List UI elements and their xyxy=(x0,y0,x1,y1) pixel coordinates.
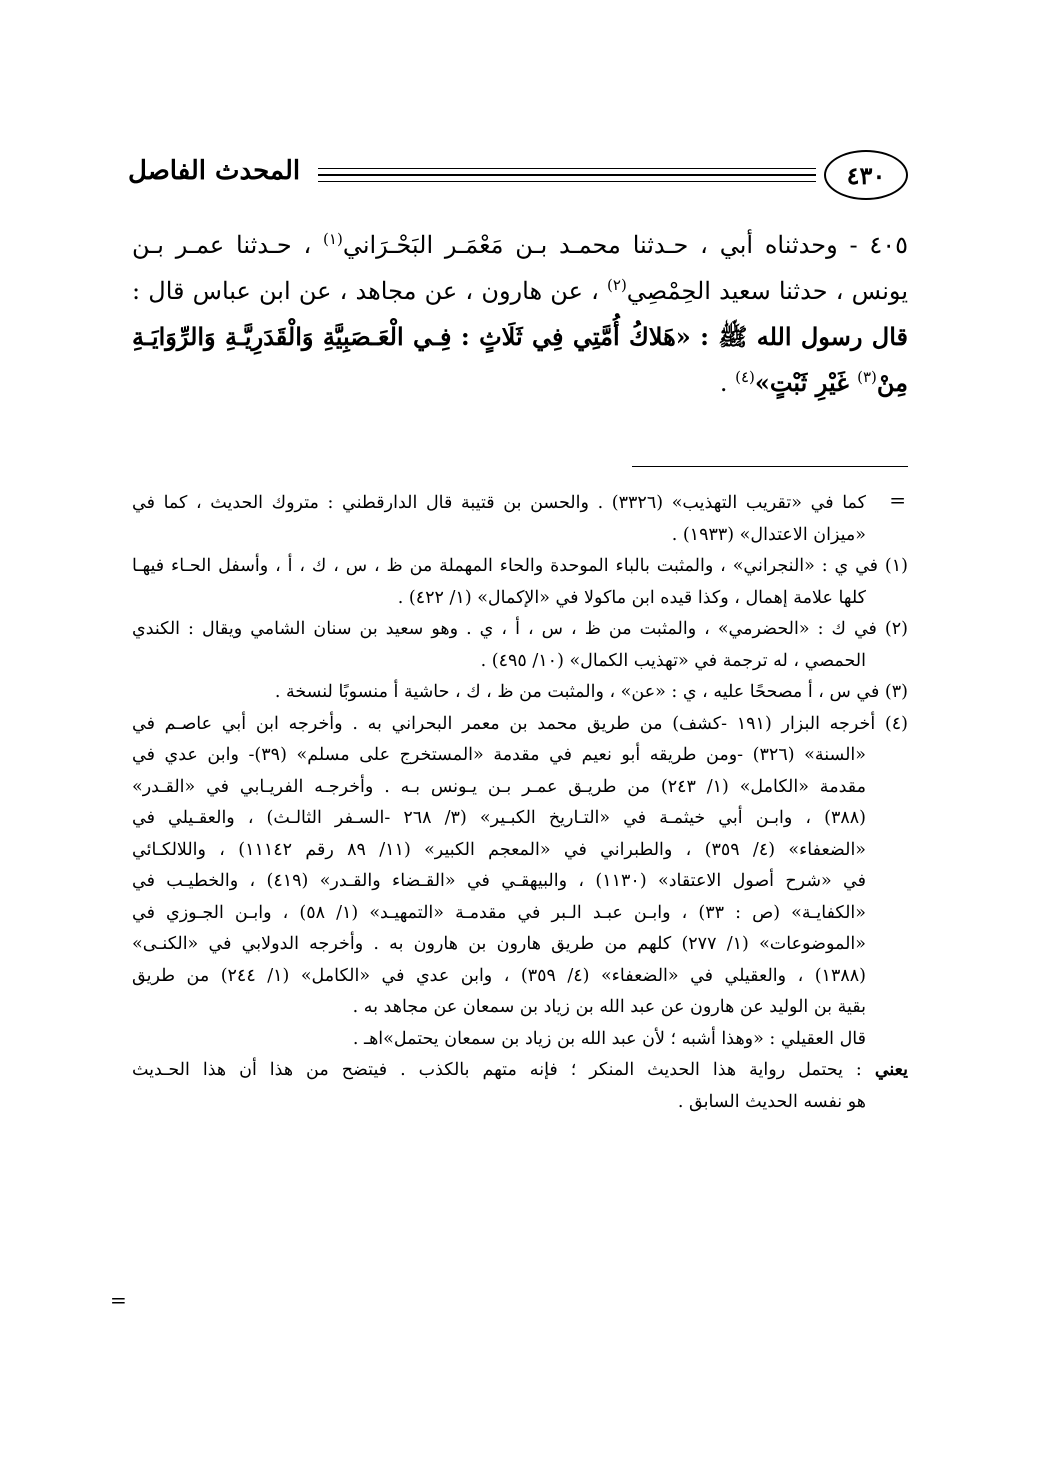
footnote-line: (١٣٨٨) ، والعقيلي في «الضعفاء» (٤/ ٣٥٩) ، وابن عدي في «الكامل» (١/ ٢٤٤) من طريق xyxy=(132,965,866,986)
footnote-line: هو نفسه الحديث السابق . xyxy=(677,1091,866,1112)
footnote-line: «الموضوعات» (١/ ٢٧٧) كلهم من طريق هارون بن هارون به . وأخرجه الدولابي في «الكنـى» xyxy=(132,934,867,954)
footnote-line: (٣٨٨) ، وابـن أبي خيثمـة في «التـاريخ الكبـير» (٣/ ٢٦٨ -السـفر الثالـث) ، والعقـيلي في xyxy=(132,808,866,828)
footnote-line: «السنة» (٣٢٦) -ومن طريقه أبو نعيم في مقدمة «المستخرج على مسلم» (٣٩)- وابن عدي في xyxy=(132,745,867,765)
page-number: ٤٣٠ xyxy=(824,150,908,200)
footnote-4: (٤) أخرجه البزار (١٩١ -كشف) من طريق محمد بن معمر البحراني به . وأخرجه ابن أبي عاصـم في xyxy=(132,713,908,734)
main-line-3: قال رسول الله ﷺ : «هَلاكُ أُمَّتِي فِي ثَلَاثٍ : فِـي الْعَـصَبِيَّةِ وَالْقَدَرِيَّـةِ وَالرِّوَايَـةِ xyxy=(132,322,908,351)
footnote-separator xyxy=(632,466,908,467)
footnote-line: كلها علامة إهمال ، وكذا قيده ابن ماكولا في «الإكمال» (١/ ٤٢٢) . xyxy=(397,587,866,608)
footnote-line: مقدمة «الكامل» (١/ ٢٤٣) من طريـق عمـر بـن يـونس بـه . وأخرجـه الفريـابي في «القـدر» xyxy=(132,776,866,797)
book-title: المحدث الفاصل xyxy=(128,156,301,186)
header-rules xyxy=(318,168,816,187)
main-line-4: مِنْ$^{(٣)}$ غَيْرِ ثَبْتٍ»$^{(٤)}$ . xyxy=(719,368,908,397)
footnote-line: كما في «تقريب التهذيب» (٣٣٢٦) . والحسن بن قتيبة قال الدارقطني : متروك الحديث ، كما في xyxy=(132,493,866,513)
page-header xyxy=(128,150,908,202)
main-text xyxy=(132,222,908,406)
footnote-line: يعني : يحتمل رواية هذا الحديث المنكر ؛ فإنه متهم بالكذب . فيتضح من هذا أن هذا الحـديث xyxy=(132,1060,908,1080)
main-line-2: يونس ، حدثنا سعيد الحِمْصِي$^{(٢)}$ ، عن هارون ، عن مجاهد ، عن ابن عباس قال : xyxy=(132,276,908,305)
footnote-2: (٢) في ك : «الحضرمي» ، والمثبت من ظ ، س ، أ ، ي . وهو سعيد بن سنان الشامي ويقال : الكندي xyxy=(132,619,908,639)
footnote-line: في «شرح أصول الاعتقاد» (١١٣٠) ، والبيهقـي في «القـضاء والقـدر» (٤١٩) ، والخطيـب في xyxy=(132,871,866,891)
footnote-line: «ميزان الاعتدال» (١٩٣٣) . xyxy=(671,524,866,545)
footnote-line: بقية بن الوليد عن هارون عن عبد الله بن زياد بن سمعان عن مجاهد به . xyxy=(352,997,866,1017)
continuation-mark-top: = xyxy=(889,488,906,512)
footnotes xyxy=(132,488,908,1118)
footnote-line: قال العقيلي : «وهذا أشبه ؛ لأن عبد الله بن زياد بن سمعان يحتمل»اهـ . xyxy=(352,1028,866,1049)
main-line-1: ٤٠٥ - وحدثناه أبي ، حـدثنا محمـد بـن مَعْمَـر البَحْـرَاني$^{(١)}$ ، حـدثنا عمـر بـن xyxy=(132,230,908,259)
footnote-line: «الكفايـة» (ص : ٣٣) ، وابـن عبـد الـبر في مقدمـة «التمهيـد» (١/ ٥٨) ، وابـن الجـوزي في xyxy=(132,902,866,923)
continuation-mark-bottom: = xyxy=(110,1288,127,1312)
footnote-3: (٣) في س ، أ مصححًا عليه ، ي : «عن» ، والمثبت من ظ ، ك ، حاشية أ منسوبًا لنسخة . xyxy=(274,682,908,702)
footnote-1: (١) في ي : «النجراني» ، والمثبت بالباء الموحدة والحاء المهملة من ظ ، س ، ك ، أ ، وأسفل الحـاء فيهـا xyxy=(132,556,908,576)
footnote-line: «الضعفاء» (٤/ ٣٥٩) ، والطبراني في «المعجم الكبير» (١١/ ٨٩ رقم ١١١٤٢) ، واللالكـائي xyxy=(132,839,867,860)
footnote-line: الحمصي ، له ترجمة في «تهذيب الكمال» (١٠/ ٤٩٥) . xyxy=(480,650,866,671)
